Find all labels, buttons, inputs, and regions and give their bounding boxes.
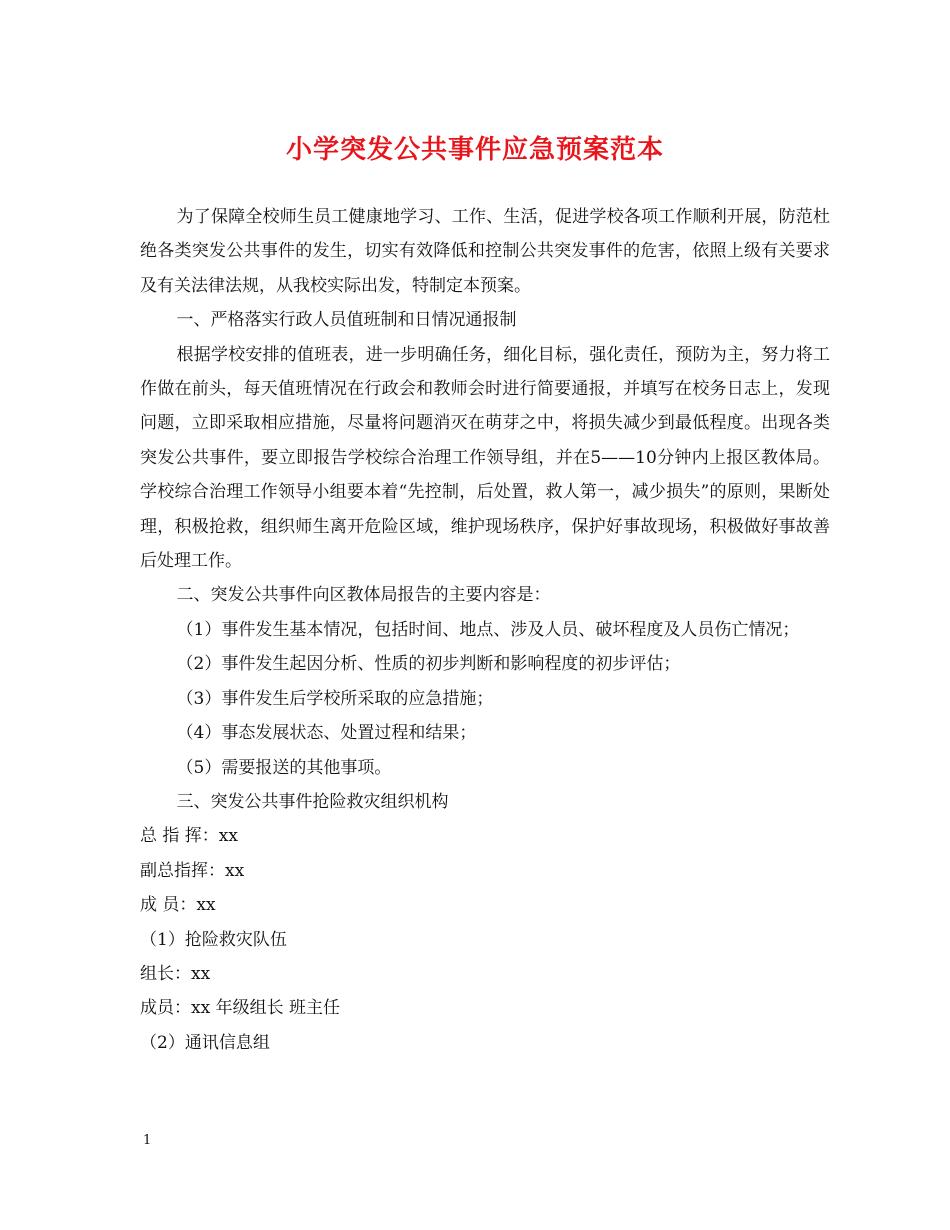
list-item: （2）事件发生起因分析、性质的初步判断和影响程度的初步评估； bbox=[176, 654, 681, 675]
list-item: （1）事件发生基本情况，包括时间、地点、涉及人员、破坏程度及人员伤亡情况； bbox=[176, 619, 800, 640]
section-heading-2: 二、突发公共事件向区教体局报告的主要内容是： bbox=[176, 585, 551, 606]
document-title: 小学突发公共事件应急预案范本 bbox=[285, 135, 664, 165]
org-line: （1）抢险救灾队伍 bbox=[140, 929, 287, 950]
page-number: 1 bbox=[143, 1133, 152, 1148]
list-item: （3）事件发生后学校所采取的应急措施； bbox=[176, 688, 494, 709]
section-heading-3: 三、突发公共事件抢险救灾组织机构 bbox=[176, 791, 449, 812]
section-heading-1: 一、严格落实行政人员值班制和日情况通报制 bbox=[176, 310, 517, 331]
org-line: （2）通讯信息组 bbox=[140, 1032, 270, 1053]
list-item: （5）需要报送的其他事项。 bbox=[176, 757, 392, 778]
org-line: 成 员：xx bbox=[140, 895, 216, 916]
paragraph-duty: 根据学校安排的值班表，进一步明确任务，细化目标，强化责任，预防为主，努力将工作做在前头，每天值班情况在行政会和教师会时进行简要通报，并填写在校务日志上，发现问题，立即采取相应措施，尽量将问题消灭在萌芽之中，将损失减少到最低程度。出现各类突发公共事件，要立即报告学校综合治理工作领导组，并在5——10分钟内上报区教体局。学校综合治理工作领导小组要本着“先控制，后处置，救人第一，减少损失”的原则，果断处理，积极抢救，组织师生离开危险区域，维护现场秩序，保护好事故现场，积极做好事故善后处理工作。 bbox=[140, 344, 830, 572]
org-line: 成员：xx 年级组长 班主任 bbox=[140, 998, 340, 1019]
org-line: 组长：xx bbox=[140, 963, 211, 984]
document-body bbox=[140, 200, 830, 1060]
org-line: 副总指挥：xx bbox=[140, 860, 245, 881]
list-item: （4）事态发展状态、处置过程和结果； bbox=[176, 723, 477, 744]
paragraph-intro: 为了保障全校师生员工健康地学习、工作、生活，促进学校各项工作顺利开展，防范杜绝各类突发公共事件的发生，切实有效降低和控制公共突发事件的危害，依照上级有关要求及有关法律法规，从我校实际出发，特制定本预案。 bbox=[140, 207, 830, 296]
org-line: 总 指 挥：xx bbox=[140, 826, 238, 847]
